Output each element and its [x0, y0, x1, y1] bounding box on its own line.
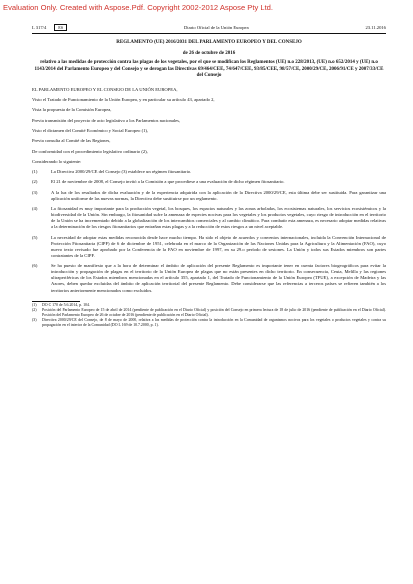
recital-item	[32, 179, 386, 185]
document-page	[32, 24, 386, 328]
footnote-mark: (3)	[32, 318, 37, 323]
recital-text: La necesidad de adoptar estas medidas reconocida desde hace mucho tiempo. Ha sido el objeto de acuerdos y convenios internacionales, incluida la Convención Internacional de Protección Fitosanitaria (CIPF) de 6 de diciembre de 1951, celebrada en el marco de la Organización de las Naciones Unidas para la Agricultura y la Alimentación (FAO), cuyo nuevo texto revisado fue aprobado por la Conferencia de la FAO en noviembre de 1997, en su 29.o período de sesiones. La Unión y todos sus Estados miembros son partes contratantes de la CIPF.	[51, 234, 386, 258]
page-header	[32, 24, 386, 31]
recital-number: (6)	[32, 263, 38, 269]
recital-text: La Directiva 2000/29/CE del Consejo (3) establece un régimen fitosanitario.	[51, 169, 192, 175]
language-code-box: ES	[54, 24, 67, 31]
preamble-line: Previa consulta al Comité de las Regiones,	[32, 138, 111, 144]
header-left	[32, 24, 67, 31]
footnote-mark: (1)	[32, 303, 37, 308]
recital-number: (2)	[32, 179, 38, 185]
recital-item	[32, 235, 386, 259]
preamble-line: Considerando lo siguiente:	[32, 158, 82, 164]
header-rule	[32, 33, 386, 34]
recital-number: (5)	[32, 234, 38, 240]
preamble-line: De conformidad con el procedimiento legislativo ordinario (2),	[32, 148, 148, 154]
recital-item	[32, 190, 386, 202]
footnote-text: DO C 170 de 5.6.2014, p. 104.	[42, 303, 90, 308]
recitals	[32, 169, 386, 294]
preamble-line: Visto el Tratado de Funcionamiento de la Unión Europea, y en particular su artículo 43, apartado 2,	[32, 97, 215, 103]
preamble	[32, 87, 386, 165]
recital-text: Se ha puesto de manifiesto que a la hora de determinar el ámbito de aplicación del presente Reglamento es importante tener en cuenta factores biogeográficos para evitar la introducción y propagación de plagas en el territorio de la Unión Europea de plagas que no están presentes en dicho territorio. En consecuencia, Ceuta, Melilla y las regiones ultraperiféricas de los Estados miembros mencionadas en el artículo 355, apartado 1, del Tratado de Funcionamiento de la Unión Europea (TFUE), a excepción de Madeira y las Azores, deben quedar excluidas del ámbito de aplicación territorial del presente Reglamento. Debe considerarse que las referencias a terceros países se refieren también a los territorios anteriormente mencionados como excluidos.	[51, 263, 386, 293]
preamble-line: Previa transmisión del proyecto de acto legislativo a los Parlamentos nacionales,	[32, 117, 181, 123]
footnote-rule	[32, 301, 80, 302]
recital-text: A la luz de los resultados de dicha evaluación y de la experiencia adquirida con la aplicación de la Directiva 2000/29/CE, esta última debe ser sustituida. Para garantizar una aplicación uniforme de las nuevas normas, la Directiva debe sustituirse por un reglamento.	[51, 189, 386, 201]
recital-number: (1)	[32, 169, 38, 175]
footnote-item	[32, 318, 386, 328]
recital-text: El 21 de noviembre de 2008, el Consejo invitó a la Comisión a que procediese a una evaluación de dicho régimen fitosanitario.	[51, 179, 285, 185]
recital-item	[32, 169, 386, 175]
preamble-line: Visto el dictamen del Comité Económico y Social Europeo (1),	[32, 127, 149, 133]
page-reference: L 317/4	[32, 24, 47, 30]
recital-text: La fitosanidad es muy importante para la producción vegetal, los bosques, los espacios naturales y las zonas arboladas, los ecosistemas naturales, los servicios ecosistémicos y la biodiversidad de la Unión. Sin embargo, la fitosanidad sufre la amenaza de especies nocivas para los vegetales y los productos vegetales, cuyo riesgo de introducción en el territorio de la Unión se ha incrementado debido a la globalización de los intercambios comerciales y al cambio climático. Para combatir esta amenaza, es necesario adoptar medidas relativas a la determinación de los riesgos fitosanitarios que entrañan estas plagas y a la reducción de estos riesgos a un nivel aceptable.	[51, 206, 386, 230]
footnote-item	[32, 308, 386, 318]
regulation-title: REGLAMENTO (UE) 2016/2031 DEL PARLAMENTO EUROPEO Y DEL CONSEJO	[116, 40, 302, 46]
regulation-subject: relativo a las medidas de protección contra las plagas de los vegetales, por el que se modifican los Reglamentos (UE) n.o 228/2013, (UE) n.o 652/2014 y (UE) n.o 1143/2014 del Parlamento Europeo y del Consejo y se derogan las Directivas 69/464/CEE, 74/647/CEE, 93/85/CEE, 98/57/CE, 2000/29/CE, 2006/91/CE y 2007/33/CE del Consejo	[34, 60, 384, 79]
footnote-text: Directiva 2000/29/CE del Consejo, de 8 de mayo de 2000, relativa a las medidas de protección contra la introducción en la Comunidad de organismos nocivos para los vegetales o productos vegetales y contra su propagación en el interior de la Comunidad (DO L 169 de 10.7.2000, p. 1).	[42, 318, 386, 328]
preamble-line: EL PARLAMENTO EUROPEO Y EL CONSEJO DE LA UNIÓN EUROPEA,	[32, 86, 178, 92]
footnote-mark: (2)	[32, 308, 37, 313]
publication-date: 23.11.2016	[365, 24, 386, 30]
recital-number: (3)	[32, 189, 38, 195]
regulation-date: de 26 de octubre de 2016	[182, 50, 236, 56]
footnote-text: Posición del Parlamento Europeo de 15 de abril de 2014 (pendiente de publicación en el Diario Oficial) y posición del Consejo en primera lectura de 18 de julio de 2016 (pendiente de publicación en el Diario Oficial). Posición del Parlamento Europeo de 26 de octubre de 2016 (pendiente de publicación en el Diario Oficial).	[42, 308, 386, 318]
footnotes	[32, 303, 386, 328]
recital-number: (4)	[32, 206, 38, 211]
journal-name: Diario Oficial de la Unión Europea	[183, 24, 249, 30]
regulation-title-block	[32, 40, 386, 79]
recital-item	[32, 263, 386, 293]
evaluation-watermark: Evaluation Only. Created with Aspose.Pdf. Copyright 2002-2012 Aspose Pty Ltd.	[3, 3, 274, 12]
recital-item	[32, 206, 386, 230]
preamble-line: Vista la propuesta de la Comisión Europea,	[32, 107, 112, 113]
